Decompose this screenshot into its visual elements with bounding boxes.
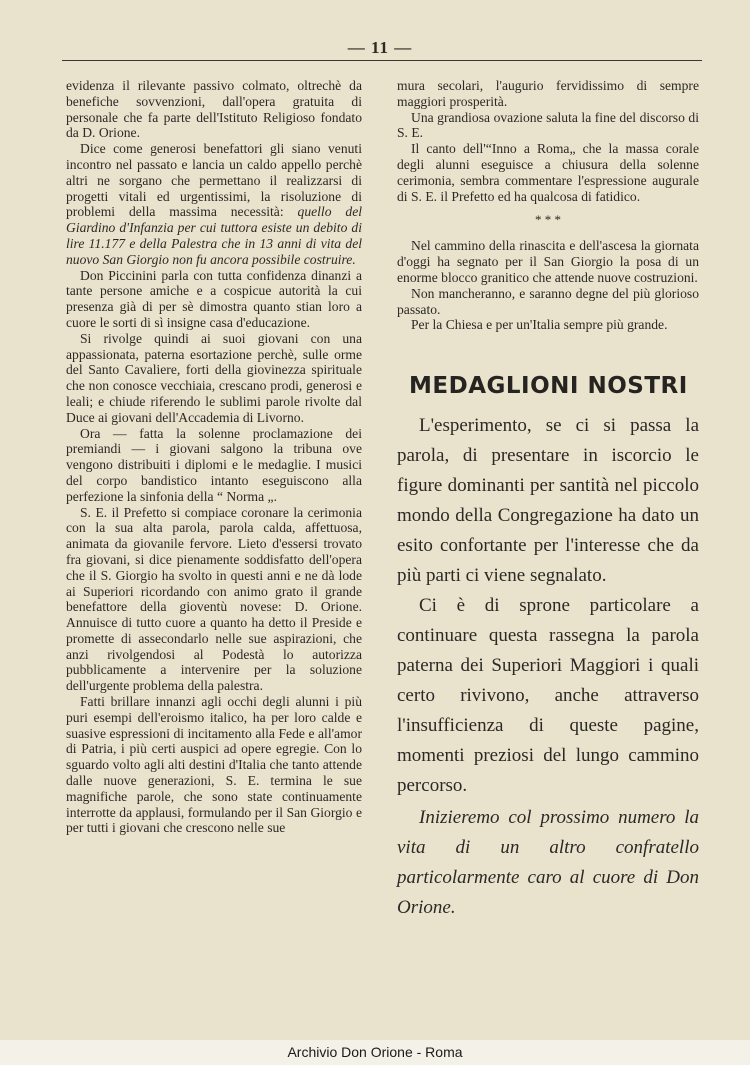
left-paragraph-7: Fatti brillare innanzi agli occhi degli alunni i più puri esempi dell'eroismo italico, ha per loro calde e suasive espressioni di incitamento alla Fede e all'amor di Patria, i più certi auspici ad opere egregie. Con lo sguardo volto agli alti destini d'Italia che tanto attende dalle nuove generazioni, S. E. termina le sue magnifiche parole, che sono state continuamente interrotte da applausi, formulando per il San Giorgio e per tutti i giovani che crescono nelle sue (66, 694, 362, 836)
left-paragraph-2-text: Dice come generosi benefattori gli siano venuti incontro nel passato e lancia un caldo appello perchè altri ne sorgano che permettano il realizzarsi di progetti vitali ed urgentissimi, la risoluzione di problemi della massima necessità: (66, 141, 362, 220)
right-paragraph-4: Nel cammino della rinascita e dell'ascesa la giornata d'oggi ha segnato per il San Giorgio la posa di un enorme blocco granitico che attende nuove costruzioni. (397, 238, 699, 285)
archive-footer: Archivio Don Orione - Roma (0, 1040, 750, 1065)
left-paragraph-2 (66, 141, 362, 267)
right-column (397, 78, 699, 923)
right-paragraph-3: Il canto dell'“Inno a Roma„ che la massa corale degli alunni eseguisce a chiusura della solenne cerimonia, sembra commentare l'espressione augurale di S. E. il Prefetto ed ha qualcosa di fatidico. (397, 141, 699, 204)
section-heading: MEDAGLIONI NOSTRI (409, 373, 688, 400)
left-paragraph-3: Don Piccinini parla con tutta confidenza dinanzi a tante persone amiche e a cospicue autorità la cui presenza già di per sè dimostra quanto stian loro a cuore le sorti di sì insigne casa d'educazione. (66, 267, 362, 330)
right-paragraph-1: mura secolari, l'augurio fervidissimo di sempre maggiori prosperità. (397, 78, 699, 109)
left-column (66, 78, 362, 836)
header-rule (62, 60, 702, 61)
right-paragraph-2: Una grandiosa ovazione saluta la fine del discorso di S. E. (397, 109, 699, 141)
left-paragraph-2-italic: quello del Giardino d'Infanzia per cui tuttora esiste un debito di lire 11.177 e della Palestra che in 13 anni di vita del nuovo San Giorgio non fu ancora possibile costruire. (66, 204, 362, 267)
section-paragraph-2: Ci è di sprone particolare a continuare questa rassegna la parola paterna dei Superiori Maggiori i quali certo rivivono, anche attraverso l'insufficienza di queste pagine, momenti preziosi del lungo cammino percorso. (397, 594, 699, 796)
section-divider: * * * (535, 212, 561, 228)
section-paragraph-1: L'esperimento, se ci si passa la parola, di presentare in iscorcio le figure dominanti per santità nel piccolo mondo della Congregazione ha dato un esito confortante per l'interesse che da più parti ci viene segnalato. (397, 414, 699, 586)
section-body (397, 411, 699, 923)
left-paragraph-1: evidenza il rilevante passivo colmato, oltrechè da benefiche sovvenzioni, dall'opera gratuita di personale che fa parte dell'Istituto Religioso fondato da D. Orione. (66, 78, 362, 141)
left-paragraph-6: S. E. il Prefetto si compiace coronare la cerimonia con la sua alta parola, parola calda, affettuosa, animata da giovanile fervore. Lieto d'essersi trovato fra giovani, si dice pienamente soddisfatto dell'opera che il S. Giorgio ha svolto in questi anni e ne dà lode ai Superiori ricordando con animo grato il grande benefattore della gioventù novese: D. Orione. Annuisce di tutto cuore a quanto ha detto il Preside e promette di assecondarlo nelle sue aspirazioni, che anzi rivolgendosi al Podestà lo autorizza pubblicamente a intervenire per la soluzione dell'urgente problema della palestra. (66, 504, 362, 694)
right-paragraph-6: Per la Chiesa e per un'Italia sempre più grande. (411, 317, 668, 333)
left-paragraph-4: Si rivolge quindi ai suoi giovani con una appassionata, paterna esortazione perchè, sulle orme del Santo Cavaliere, forti della giovinezza spirituale che non conosce vecchiaia, crescano prodi, generosi e leali; e chiude riferendo le sublimi parole rivolte dal Duce ai giovani dell'Accademia di Livorno. (66, 330, 362, 425)
section-paragraph-3: Inizieremo col prossimo numero la vita di un altro confratello particolarmente caro al cuore di Don Orione. (397, 806, 699, 918)
right-paragraph-5: Non mancheranno, e saranno degne del più glorioso passato. (397, 285, 699, 317)
page-number: — 11 — (347, 38, 413, 57)
left-paragraph-5: Ora — fatta la solenne proclamazione dei premiandi — i giovani salgono la tribuna ove vengono distribuiti i diplomi e le medaglie. I musici del corpo bandistico intanto eseguiscono alla perfezione la sinfonia della “ Norma „. (66, 425, 362, 504)
